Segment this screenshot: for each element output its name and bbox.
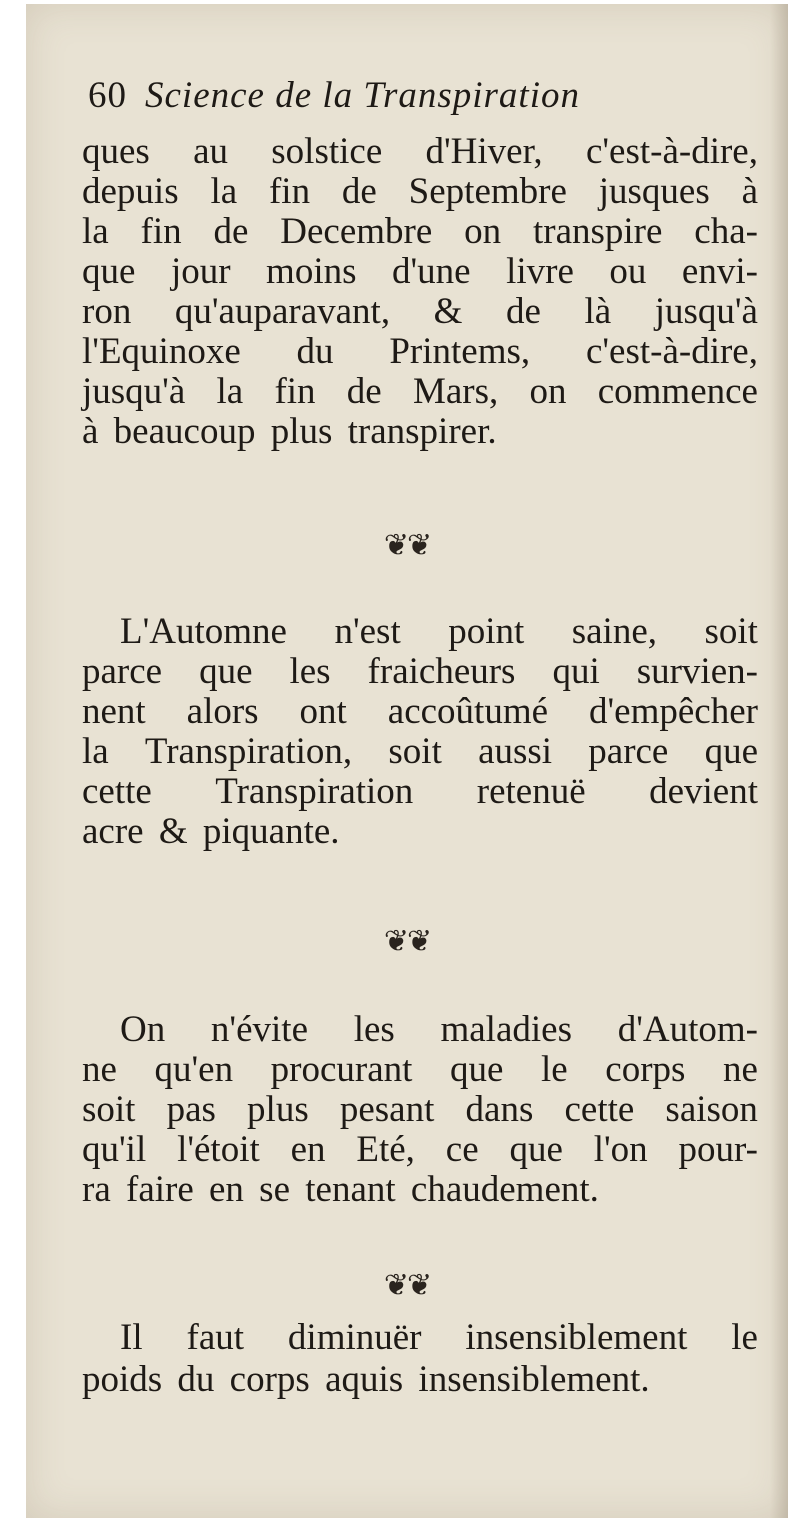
page-number: 60 bbox=[88, 75, 127, 116]
text-line: qu'il l'étoit en Eté, ce que l'on pour- bbox=[82, 1129, 758, 1170]
text-line: depuis la fin de Septembre jusques à bbox=[82, 171, 758, 212]
text-line: l'Equinoxe du Printems, c'est-à-dire, bbox=[82, 331, 758, 372]
text-line: ques au solstice d'Hiver, c'est-à-dire, bbox=[82, 131, 758, 172]
text-line: la fin de Decembre on transpire cha- bbox=[82, 211, 758, 252]
text-line: ron qu'auparavant, & de là jusqu'à bbox=[82, 291, 758, 332]
text-line: la Transpiration, soit aussi parce que bbox=[82, 731, 758, 772]
fleuron-ornament-icon: ❦❦ bbox=[383, 924, 431, 959]
text-line: que jour moins d'une livre ou envi- bbox=[82, 251, 758, 292]
text-line: acre & piquante. bbox=[82, 811, 340, 852]
text-line: parce que les fraicheurs qui survien- bbox=[82, 651, 758, 692]
running-title: Science de la Transpiration bbox=[145, 75, 580, 116]
text-line: nent alors ont accoûtumé d'empêcher bbox=[82, 691, 758, 732]
text-line: cette Transpiration retenuë devient bbox=[82, 771, 758, 812]
text-line: L'Automne n'est point saine, soit bbox=[120, 611, 758, 652]
text-line: jusqu'à la fin de Mars, on commence bbox=[82, 371, 758, 412]
text-line: ne qu'en procurant que le corps ne bbox=[82, 1049, 758, 1090]
fleuron-ornament-icon: ❦❦ bbox=[383, 528, 431, 563]
running-header bbox=[88, 74, 728, 117]
text-line: soit pas plus pesant dans cette saison bbox=[82, 1089, 758, 1130]
text-line: Il faut diminuër insensiblement le bbox=[120, 1317, 758, 1358]
fleuron-ornament-icon: ❦❦ bbox=[383, 1268, 431, 1303]
page-edge-shadow bbox=[770, 4, 788, 1518]
text-line: ra faire en se tenant chaudement. bbox=[82, 1169, 599, 1210]
text-line: poids du corps aquis insensiblement. bbox=[82, 1359, 650, 1400]
text-line: On n'évite les maladies d'Autom- bbox=[120, 1009, 758, 1050]
text-line: à beaucoup plus transpirer. bbox=[82, 411, 497, 452]
